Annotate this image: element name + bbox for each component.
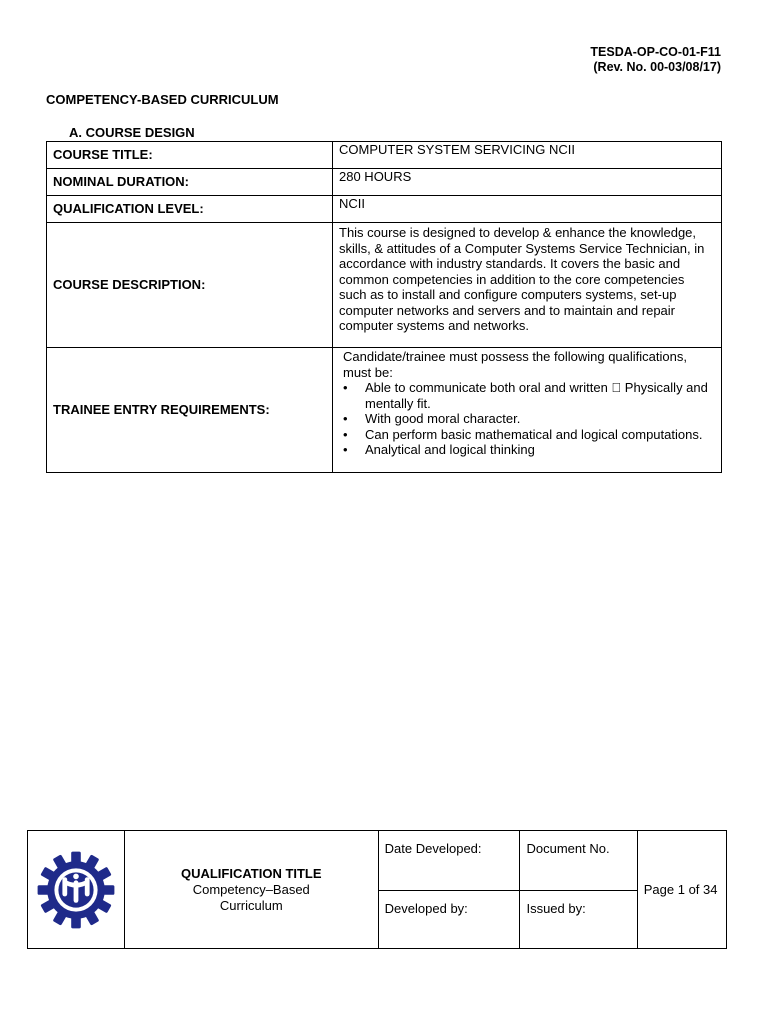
- developed-by-label: Developed by:: [384, 901, 468, 916]
- page-heading: COMPETENCY-BASED CURRICULUM: [46, 92, 279, 107]
- footer-table: [27, 830, 727, 949]
- course-design-table: [46, 141, 722, 473]
- list-item: • Analytical and logical thinking: [365, 442, 715, 458]
- qualification-title: QUALIFICATION TITLE: [180, 865, 322, 881]
- page-number: Page 1 of 34: [643, 881, 718, 897]
- course-title-value: COMPUTER SYSTEM SERVICING NCII: [333, 142, 722, 169]
- requirements-list: [339, 380, 715, 458]
- revision-number: (Rev. No. 00-03/08/17): [593, 60, 721, 74]
- list-item: • With good moral character.: [365, 411, 715, 427]
- list-item: • Able to communicate both oral and written Physically and mentally fit.: [365, 380, 715, 411]
- document-code: [590, 45, 721, 75]
- trainee-entry-value: [333, 348, 722, 473]
- qualification-title-cell: [124, 831, 378, 949]
- document-code-number: TESDA-OP-CO-01-F11: [590, 45, 721, 59]
- course-description-label: COURSE DESCRIPTION:: [47, 223, 333, 348]
- date-developed-label: Date Developed:: [384, 841, 482, 856]
- section-title: A. COURSE DESIGN: [69, 125, 195, 140]
- tesda-logo-icon: [36, 850, 116, 930]
- document-no-label: Document No.: [526, 841, 610, 856]
- table-row: [47, 196, 722, 223]
- list-item: • Can perform basic mathematical and logical computations.: [365, 427, 715, 443]
- table-row: [47, 142, 722, 169]
- issued-by-label: Issued by:: [526, 901, 586, 916]
- qualification-level-label: QUALIFICATION LEVEL:: [47, 196, 333, 223]
- issued-by-cell: [520, 891, 637, 949]
- table-row: [47, 348, 722, 473]
- trainee-entry-label: TRAINEE ENTRY REQUIREMENTS:: [47, 348, 333, 473]
- date-developed-cell: [378, 831, 520, 891]
- nominal-duration-value: 280 HOURS: [333, 169, 722, 196]
- table-row: [47, 169, 722, 196]
- requirements-intro: Candidate/trainee must possess the following qualifications, must be:: [343, 349, 687, 380]
- nominal-duration-label: NOMINAL DURATION:: [47, 169, 333, 196]
- logo-cell: [28, 831, 125, 949]
- page-number-cell: [637, 831, 726, 949]
- course-title-label: COURSE TITLE:: [47, 142, 333, 169]
- document-no-cell: [520, 831, 637, 891]
- qualification-level-value: NCII: [333, 196, 722, 223]
- course-description-value: This course is designed to develop & enhance the knowledge, skills, & attitudes of a Computer Systems Service Technician, in accordance with industry standards. It covers the basic and common competencies in addition to the core competencies such as to install and configure computers systems, set-up computer networks and servers and to maintain and repair computer systems and networks.: [333, 223, 722, 348]
- table-row: [47, 223, 722, 348]
- developed-by-cell: [378, 891, 520, 949]
- qualification-subtitle: Competency–Based Curriculum: [192, 881, 310, 913]
